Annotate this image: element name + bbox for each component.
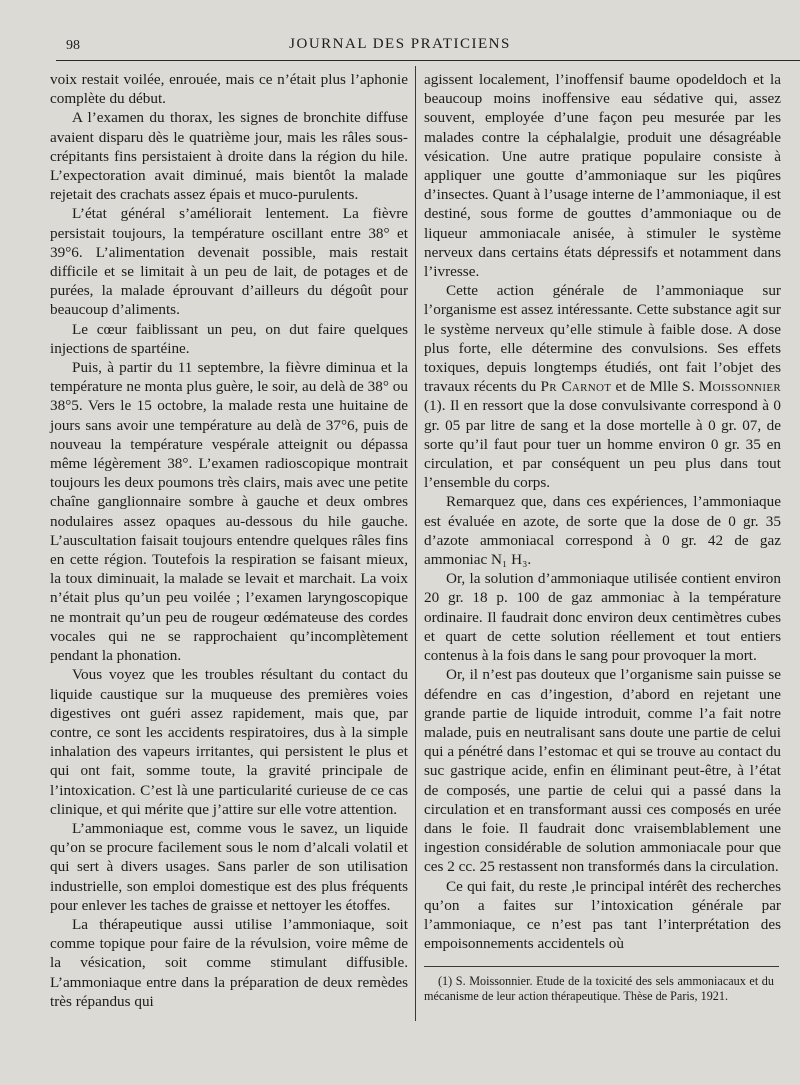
paragraph: Or, il n’est pas douteux que l’organisme sain puisse se défendre en cas d’ingestion, d’abord en rejetant une grande partie de liquide introduit, comme l’a fait notre malade, puis en neutralisant sans doute une partie de celui qui a pénétré dans l’estomac et qui se trouve au contact du suc gastrique acide, enfin en éliminant peut-être, à l’état de composés, une partie de celui qui a passé dans la circulation et en transformant aussi ces composés en urée dans le foie. Il faudrait donc vraisemblablement une ingestion considérable de solution ammoniacale pour que ces 2 cc. 25 restassent non transformés dans la circulation. [424, 666, 781, 876]
page-number: 98 [66, 38, 80, 53]
paragraph: L’état général s’améliorait lentement. La fièvre persistait toujours, la température oscillant entre 38° et 39°6. L’alimentation devenait possible, mais restait difficile et se limitait à un peu de lait, de potages et de purées, la malade éprouvant d’ailleurs du dégoût pour beaucoup d’aliments. [50, 205, 408, 319]
footnote: (1) S. Moissonnier. Etude de la toxicité des sels ammoniacaux et du mécanisme de leur action thérapeutique. Thèse de Paris, 1921. [424, 974, 774, 1003]
column-divider [415, 66, 416, 1021]
footnote-rule [424, 966, 779, 967]
paragraph: voix restait voilée, enrouée, mais ce n’était plus l’aphonie complète du début. [50, 71, 408, 108]
author-name: Pr Carnot [540, 378, 612, 396]
right-column [424, 70, 781, 953]
paragraph-text: Cette action générale de l’ammoniaque sur l’organisme est assez intéressante. Cette substance agit sur le système nerveux qu’elle stimule à faible dose. A dose plus forte, elle détermine des convulsions. Ses effets toxiques, depuis longtemps étudiés, ont fait l’objet des travaux récents du [424, 282, 781, 396]
paragraph: Vous voyez que les troubles résultant du contact du liquide caustique sur la muqueuse des premières voies digestives ont guéri assez rapidement, mais que, par contre, ce sont les accidents respiratoires, dus à la simple inhalation des vapeurs irritantes, qui persistent le plus et qui ont fait, somme toute, la gravité principale de l’intoxication. C’est là une particularité curieuse de ce cas clinique, et qui mérite que j’attire sur elle votre attention. [50, 666, 408, 818]
header-rule [56, 60, 800, 61]
paragraph: Ce qui fait, du reste ,le principal intérêt des recherches qu’on a faites sur l’intoxication générale par l’ammoniaque, ce n’est pas tant l’interprétation des empoisonnements accidentels où [424, 877, 781, 953]
paragraph: Remarquez que, dans ces expériences, l’ammoniaque est évaluée en azote, de sorte que la dose de 0 gr. 35 d’azote ammoniacal correspond à 0 gr. 42 de gaz ammoniac N₁ H₃. [424, 493, 781, 569]
paragraph: La thérapeutique aussi utilise l’ammoniaque, soit comme topique pour faire de la révulsion, voire même de la vésication, soit comme stimulant diffusible. L’ammoniaque entre dans la préparation de deux remèdes très répandus qui [50, 915, 408, 1010]
paragraph: agissent localement, l’inoffensif baume opodeldoch et la beaucoup moins inoffensive eau sédative qui, assez souvent, employée d’une façon peu mesurée par les malades contre la céphalalgie, produit une désagréable vésication. Une autre pratique populaire consiste à appliquer une goutte d’ammoniaque sur les piqûres d’insectes. Quant à l’usage interne de l’ammoniaque, il est destiné, sous forme de gouttes d’ammoniaque ou de liqueur ammoniacale anisée, à stimuler le système nerveux dans certains états dépressifs et notamment dans l’ivresse. [424, 71, 781, 281]
paragraph-with-citation [424, 281, 781, 492]
paragraph: L’ammoniaque est, comme vous le savez, un liquide qu’on se procure facilement sous le nom d’alcali volatil et qui sert à divers usages. Sans parler de son utilisation industrielle, son emploi domestique est des plus fréquents pour enlever les taches de graisse et nettoyer les étoffes. [50, 819, 408, 914]
page-header [0, 34, 800, 56]
paragraph: Puis, à partir du 11 septembre, la fièvre diminua et la température ne monta plus guère, le soir, au delà de 38° ou 38°5. Vers le 15 octobre, la malade resta une huitaine de jours sans avoir une température au delà de 37°6, puis de nouveau la température vespérale atteignit ou dépassa même légèrement 38°. L’examen radioscopique montrait toujours les deux poumons très clairs, mais avec une petite chaîne ganglionnaire sombre à gauche et deux ombres nodulaires assez opaques au-dessous du hile gauche. L’auscultation faisait toujours entendre quelques râles fins en cette région. Toutefois la respiration se faisant mieux, la toux diminuait, la malade se levait et marchait. La voix n’était plus qu’un peu voilée ; l’examen laryngoscopique ne montrait qu’un peu de rougeur œdémateuse des cordes vocales qui ne se rapprochaient qu’incomplètement pendant la phonation. [50, 359, 408, 665]
author-name: Moissonnier [698, 378, 781, 396]
paragraph-text: (1). Il en ressort que la dose convulsivante correspond à 0 gr. 05 par litre de sang et la dose mortelle à 0 gr. 07, de sorte qu’il faut pour tuer un homme environ 0 gr. 35 en circulation, et par conséquent un peu plus dans tout l’ensemble du corps. [424, 397, 781, 492]
paragraph-text: et de Mlle S. [611, 378, 699, 396]
journal-title: JOURNAL DES PRATICIENS [289, 36, 511, 52]
paragraph: Or, la solution d’ammoniaque utilisée contient environ 20 gr. 18 p. 100 de gaz ammoniac à la température ordinaire. Il faudrait donc environ deux centimètres cubes et quart de cette solution réellement et tout entiers contenus à la fois dans le sang pour provoquer la mort. [424, 570, 781, 665]
paragraph: Le cœur faiblissant un peu, on dut faire quelques injections de spartéine. [50, 320, 408, 357]
left-column [50, 70, 408, 1011]
paragraph: A l’examen du thorax, les signes de bronchite diffuse avaient disparu dès le quatrième jour, mais les râles sous-crépitants fins persistaient à droite dans la région du hile. L’expectoration avait diminué, mais bientôt la malade rejetait des crachats assez épais et muco-purulents. [50, 109, 408, 204]
